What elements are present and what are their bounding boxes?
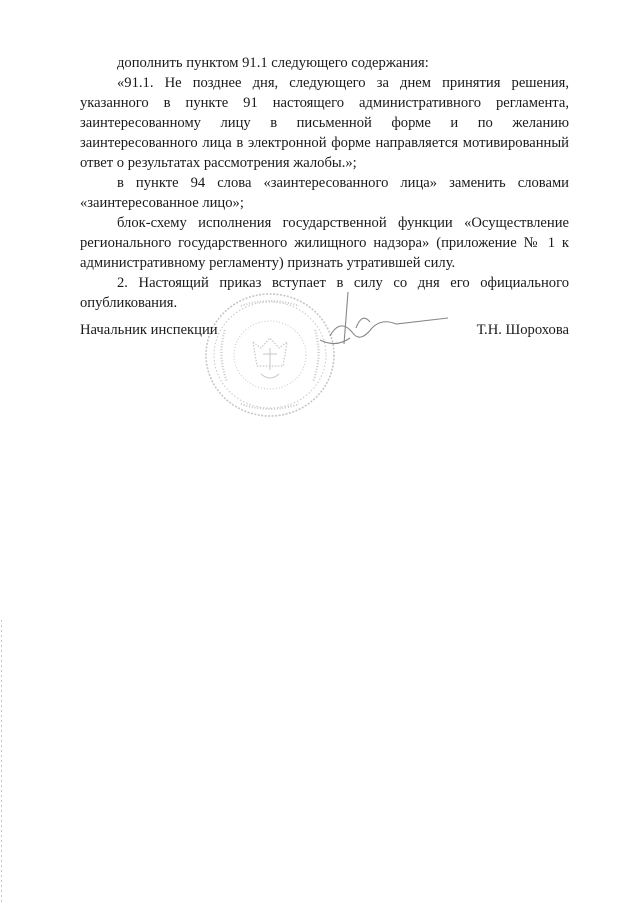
amendment-intro-paragraph: дополнить пунктом 91.1 следующего содержания: bbox=[117, 55, 429, 71]
scan-edge-artifact bbox=[0, 620, 3, 905]
effective-date-paragraph: 2. Настоящий приказ вступает в силу со дня его официального опубликования. bbox=[80, 275, 569, 311]
document-body bbox=[80, 53, 569, 313]
signer-name: Т.Н. Шорохова bbox=[476, 322, 569, 338]
clause-91-1-paragraph: «91.1. Не позднее дня, следующего за днем принятия решения, указанного в пункте 91 настоящего административного регламента, заинтересованному лицу в письменной форме и по желанию заинтересованного лица в электронной форме направляется мотивированный ответ о результатах рассмотрения жалобы.»; bbox=[80, 75, 569, 171]
flowchart-repeal-paragraph: блок-схему исполнения государственной функции «Осуществление регионального государственного жилищного надзора» (приложение № 1 к административному регламенту) признать утратившей силу. bbox=[80, 215, 569, 271]
position-title: Начальник инспекции bbox=[80, 322, 218, 338]
clause-94-paragraph: в пункте 94 слова «заинтересованного лица» заменить словами «заинтересованное лицо»; bbox=[80, 175, 569, 211]
handwritten-signature bbox=[300, 288, 450, 358]
